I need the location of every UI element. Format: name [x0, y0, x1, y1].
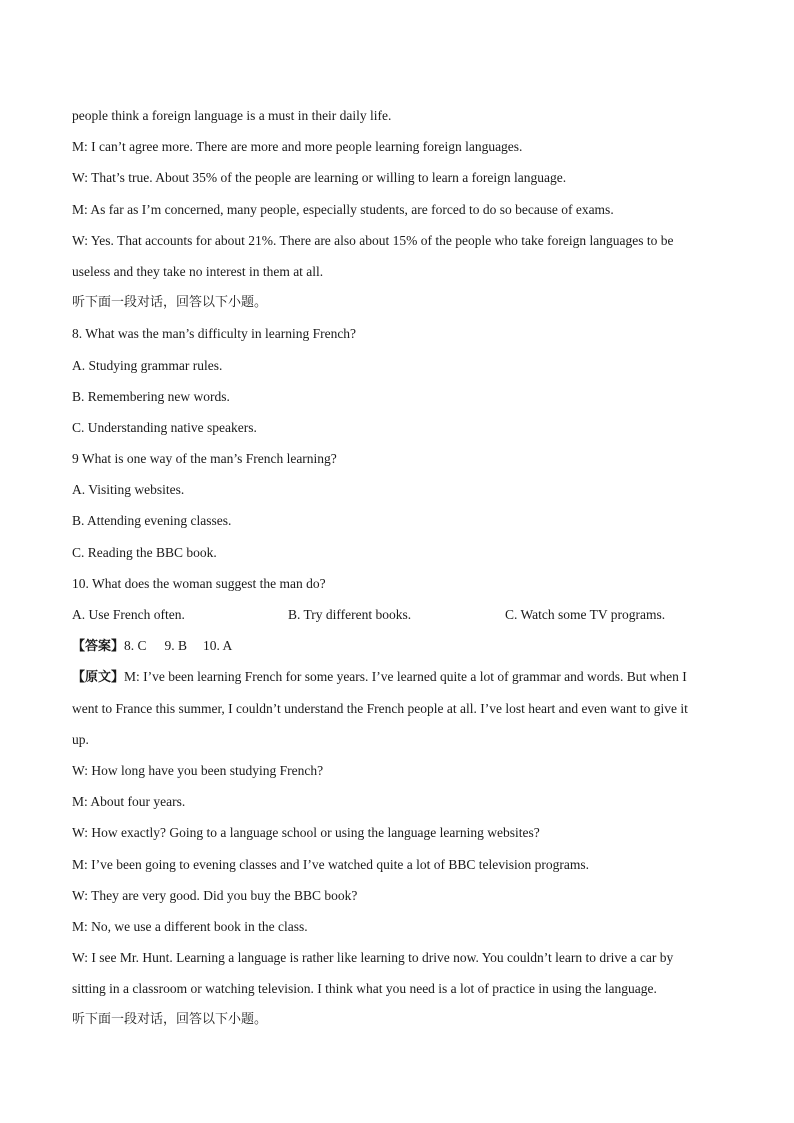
option-8c: C. Understanding native speakers.	[72, 419, 257, 435]
transcript-line: up.	[72, 731, 89, 747]
transcript-line: W: How exactly? Going to a language school or using the language learning websites?	[72, 825, 540, 841]
dialogue-line: W: Yes. That accounts for about 21%. There are also about 15% of the people who take foreign languages to be	[72, 232, 674, 248]
transcript-line: M: I’ve been going to evening classes and I’ve watched quite a lot of BBC television programs.	[72, 856, 589, 872]
question-10: 10. What does the woman suggest the man do?	[72, 575, 326, 591]
options-10	[72, 599, 722, 630]
answer-label: 【答案】	[72, 639, 125, 655]
dialogue-line: M: As far as I’m concerned, many people, especially students, are forced to do so because of exams.	[72, 201, 614, 217]
dialogue-line: W: That’s true. About 35% of the people are learning or willing to learn a foreign language.	[72, 170, 567, 186]
transcript-line: W: I see Mr. Hunt. Learning a language is rather like learning to drive now. You couldn’t learn to drive a car by	[72, 950, 674, 966]
dialogue-line: M: I can’t agree more. There are more and more people learning foreign languages.	[72, 139, 523, 155]
question-9: 9 What is one way of the man’s French learning?	[72, 451, 337, 467]
answer-10: 10. A	[203, 638, 233, 654]
option-9c: C. Reading the BBC book.	[72, 544, 217, 560]
transcript-line: W: They are very good. Did you buy the BBC book?	[72, 887, 358, 903]
answer-8: 8. C	[124, 638, 147, 654]
transcript-line: M: No, we use a different book in the class.	[72, 918, 308, 934]
answer-line	[72, 630, 722, 661]
option-8b: B. Remembering new words.	[72, 388, 230, 404]
dialogue-line: people think a foreign language is a must in their daily life.	[72, 108, 392, 123]
question-8: 8. What was the man’s difficulty in learning French?	[72, 326, 357, 342]
option-10b: B. Try different books.	[288, 607, 412, 622]
option-9b: B. Attending evening classes.	[72, 513, 232, 529]
section-heading: 听下面一段对话，回答以下小题。	[72, 1012, 268, 1028]
option-10a: A. Use French often.	[72, 607, 185, 622]
transcript-line	[72, 661, 722, 692]
transcript-line: W: How long have you been studying French?	[72, 762, 324, 778]
transcript-line: sitting in a classroom or watching television. I think what you need is a lot of practice in using the language.	[72, 981, 657, 997]
option-9a: A. Visiting websites.	[72, 482, 185, 498]
transcript-label: 【原文】	[72, 670, 125, 686]
section-heading: 听下面一段对话，回答以下小题。	[72, 295, 268, 311]
transcript-text: M: I’ve been learning French for some years. I’ve learned quite a lot of grammar and words. But when I	[124, 669, 687, 685]
transcript-line: went to France this summer, I couldn’t understand the French people at all. I’ve lost heart and even want to give it	[72, 700, 688, 716]
answer-9: 9. B	[164, 638, 188, 654]
option-10c: C. Watch some TV programs.	[505, 607, 666, 622]
document-page	[72, 100, 722, 1036]
transcript-line: M: About four years.	[72, 794, 186, 810]
dialogue-line: useless and they take no interest in them at all.	[72, 263, 324, 279]
option-8a: A. Studying grammar rules.	[72, 357, 223, 373]
